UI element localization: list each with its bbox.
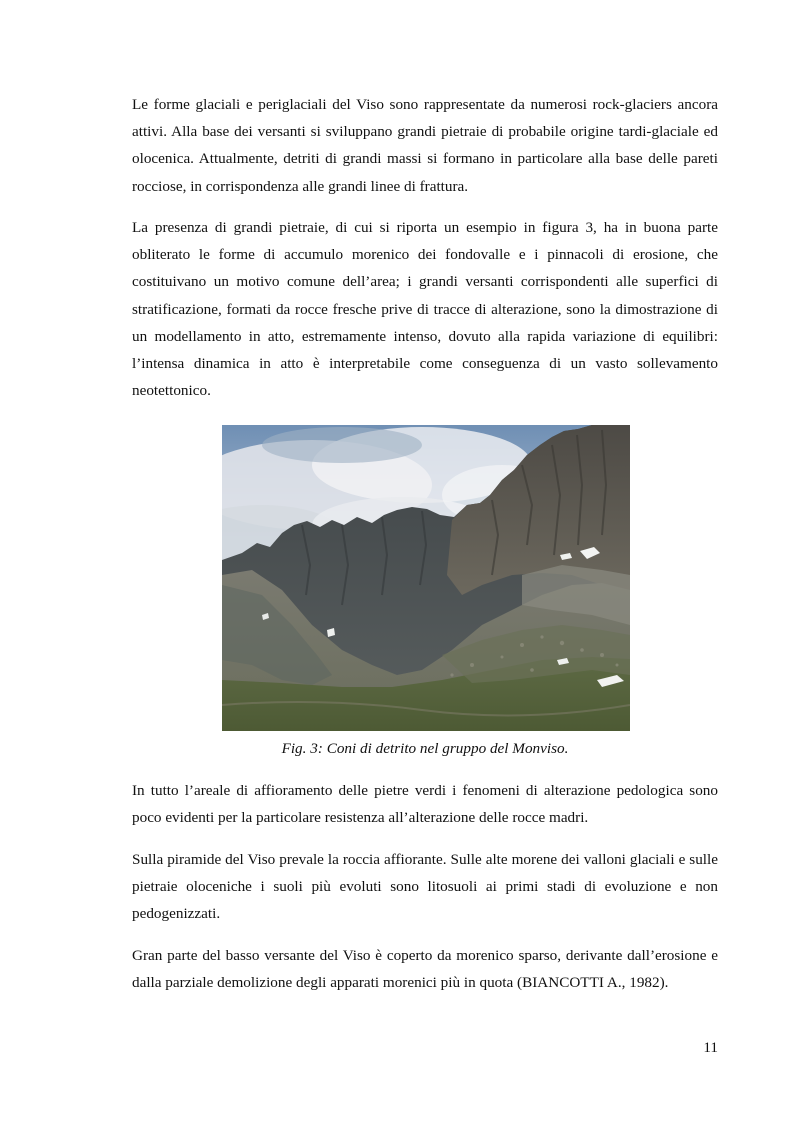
paragraph-rock-glaciers: Le forme glaciali e periglaciali del Viso sono rappresentate da numerosi rock-glaciers ancora attivi. Alla base dei versanti si sviluppano grandi pietraie di probabile origine tardi-glaciale ed olocenica. Attualmente, detriti di grandi massi si formano in particolare alla base delle pareti rocciose, in corrispondenza alle grandi linee di frattura. (132, 96, 718, 195)
figure-caption: Fig. 3: Coni di detrito nel gruppo del Monviso. (281, 740, 569, 757)
figure-mountain-photo (222, 425, 630, 731)
page-number: 11 (703, 1039, 718, 1056)
paragraph-basso-versante: Gran parte del basso versante del Viso è coperto da morenico sparso, derivante dall’erosione e dalla parziale demolizione degli apparati morenici più in quota (BIANCOTTI A., 1982). (132, 947, 718, 992)
paragraph-pietraie: La presenza di grandi pietraie, di cui si riporta un esempio in figura 3, ha in buona parte obliterato le forme di accumulo morenico dei fondovalle e i pinnacoli di erosione, che costituivano un motivo comune dell’area; i grandi versanti corrispondenti alle superfici di stratificazione, formati da rocce fresche prive di tracce di alterazione, sono la dimostrazione di un modellamento in atto, estremamente intenso, dovuto alla rapida variazione di equilibri: l’intensa dinamica in atto è interpretabile come conseguenza di un vasto sollevamento neotettonico. (132, 219, 718, 400)
paragraph-pietre-verdi: In tutto l’areale di affioramento delle pietre verdi i fenomeni di alterazione pedologica sono poco evidenti per la particolare resistenza all’alterazione delle rocce madri. (132, 782, 718, 827)
mountain-photo-illustration (222, 425, 630, 731)
paragraph-piramide-viso: Sulla piramide del Viso prevale la roccia affiorante. Sulle alte morene dei valloni glaciali e sulle pietraie oloceniche i suoli più evoluti sono litosuoli ai primi stadi di evoluzione e non pedogenizzati. (132, 851, 718, 923)
